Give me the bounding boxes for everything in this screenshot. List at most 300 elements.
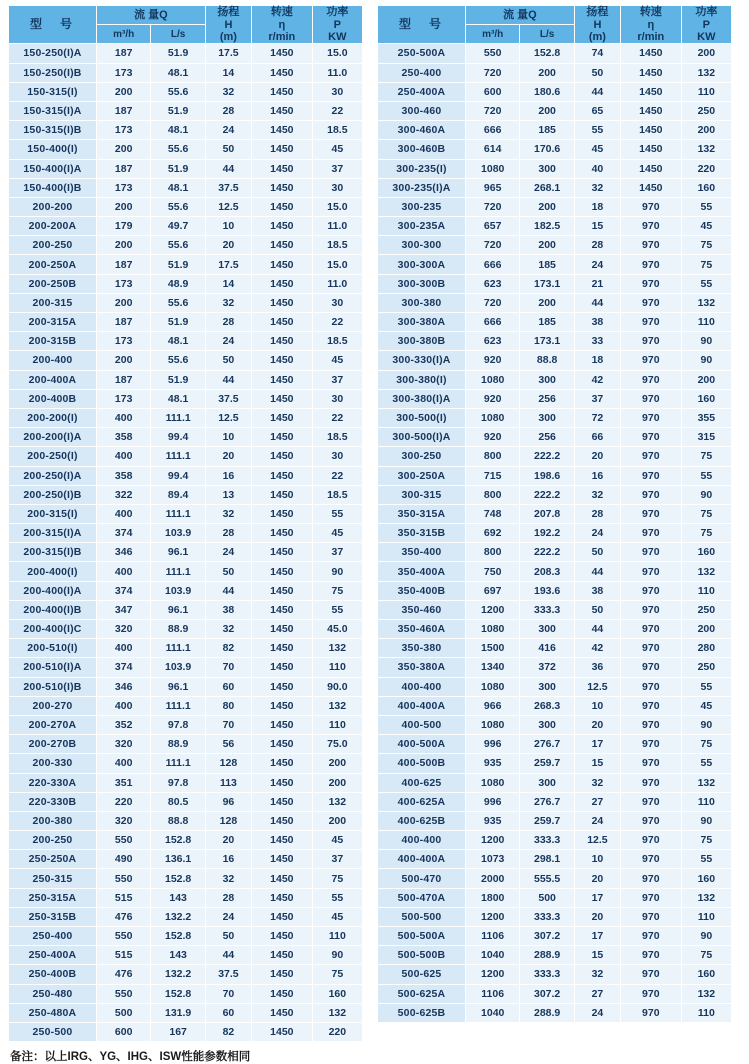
cell-value: 256 <box>520 389 574 408</box>
cell-value: 1450 <box>620 159 681 178</box>
cell-value: 22 <box>312 408 362 427</box>
table-row <box>9 831 363 850</box>
cell-value: 32 <box>205 504 251 523</box>
table-row <box>9 600 363 619</box>
cell-value: 222.2 <box>520 543 574 562</box>
cell-model: 300-315 <box>378 485 466 504</box>
cell-value: 132 <box>312 1003 362 1022</box>
table-row <box>9 850 363 869</box>
cell-value: 32 <box>205 869 251 888</box>
table-row <box>378 332 732 351</box>
cell-value: 136.1 <box>151 850 205 869</box>
table-row <box>378 581 732 600</box>
cell-value: 220 <box>681 159 731 178</box>
cell-model: 200-315(I)B <box>9 543 97 562</box>
cell-value: 1080 <box>465 715 519 734</box>
cell-model: 300-380(I) <box>378 370 466 389</box>
cell-model: 250-480A <box>9 1003 97 1022</box>
cell-model: 220-330B <box>9 792 97 811</box>
table-row <box>378 274 732 293</box>
cell-value: 75 <box>681 946 731 965</box>
cell-value: 103.9 <box>151 524 205 543</box>
tables-container <box>8 5 741 1042</box>
cell-value: 1450 <box>251 620 312 639</box>
cell-value: 10 <box>574 850 620 869</box>
table-row <box>378 313 732 332</box>
table-row <box>378 255 732 274</box>
cell-value: 970 <box>620 735 681 754</box>
cell-model: 200-270A <box>9 715 97 734</box>
header-head-line1: 扬程 <box>586 6 609 19</box>
cell-value: 1450 <box>251 255 312 274</box>
cell-value: 1200 <box>465 965 519 984</box>
table-row <box>378 620 732 639</box>
cell-value: 970 <box>620 965 681 984</box>
table-row <box>9 792 363 811</box>
cell-value: 17 <box>574 927 620 946</box>
cell-value: 374 <box>96 581 150 600</box>
table-row <box>378 850 732 869</box>
cell-value: 970 <box>620 562 681 581</box>
cell-model: 150-250(I)A <box>9 44 97 63</box>
cell-value: 44 <box>205 581 251 600</box>
cell-value: 935 <box>465 754 519 773</box>
cell-value: 1450 <box>251 447 312 466</box>
cell-value: 193.6 <box>520 581 574 600</box>
cell-value: 333.3 <box>520 965 574 984</box>
cell-value: 30 <box>312 389 362 408</box>
cell-model: 500-500 <box>378 907 466 926</box>
header-head-line3: (m) <box>588 30 606 43</box>
header-unit-m3h: m³/h <box>465 25 519 44</box>
cell-value: 113 <box>205 773 251 792</box>
cell-value: 1450 <box>251 217 312 236</box>
cell-value: 400 <box>96 447 150 466</box>
cell-value: 666 <box>465 313 519 332</box>
cell-value: 51.9 <box>151 313 205 332</box>
cell-value: 132.2 <box>151 965 205 984</box>
cell-value: 75 <box>681 236 731 255</box>
table-row <box>9 370 363 389</box>
cell-value: 182.5 <box>520 217 574 236</box>
header-speed-line2: η <box>278 18 286 31</box>
cell-value: 17 <box>574 888 620 907</box>
cell-model: 300-460 <box>378 101 466 120</box>
cell-value: 55 <box>681 197 731 216</box>
cell-value: 298.1 <box>520 850 574 869</box>
cell-value: 44 <box>574 293 620 312</box>
cell-value: 32 <box>574 965 620 984</box>
left-table-body <box>9 44 363 1042</box>
table-row <box>9 581 363 600</box>
cell-value: 970 <box>620 274 681 293</box>
cell-model: 150-315(I) <box>9 82 97 101</box>
cell-value: 32 <box>205 293 251 312</box>
header-power-line3: KW <box>328 30 347 43</box>
cell-value: 179 <box>96 217 150 236</box>
cell-value: 180.6 <box>520 82 574 101</box>
cell-value: 1450 <box>251 754 312 773</box>
cell-value: 50 <box>205 927 251 946</box>
cell-value: 18 <box>574 351 620 370</box>
cell-value: 1450 <box>251 792 312 811</box>
cell-value: 55 <box>681 850 731 869</box>
cell-value: 715 <box>465 466 519 485</box>
cell-value: 1450 <box>251 696 312 715</box>
cell-value: 1450 <box>620 82 681 101</box>
cell-value: 256 <box>520 428 574 447</box>
cell-value: 1450 <box>251 984 312 1003</box>
cell-value: 200 <box>520 197 574 216</box>
cell-model: 300-250 <box>378 447 466 466</box>
cell-value: 1450 <box>251 581 312 600</box>
cell-value: 20 <box>205 447 251 466</box>
table-row <box>378 811 732 830</box>
cell-value: 515 <box>96 946 150 965</box>
cell-value: 1450 <box>620 44 681 63</box>
table-row <box>9 946 363 965</box>
cell-value: 288.9 <box>520 1003 574 1022</box>
cell-value: 152.8 <box>151 927 205 946</box>
cell-model: 200-380 <box>9 811 97 830</box>
cell-value: 90 <box>312 946 362 965</box>
cell-value: 1500 <box>465 639 519 658</box>
cell-value: 200 <box>312 811 362 830</box>
cell-value: 51.9 <box>151 44 205 63</box>
cell-value: 21 <box>574 274 620 293</box>
cell-value: 27 <box>574 792 620 811</box>
cell-model: 200-400(I)B <box>9 600 97 619</box>
cell-value: 1450 <box>251 101 312 120</box>
cell-value: 748 <box>465 504 519 523</box>
cell-value: 90 <box>681 485 731 504</box>
table-row <box>9 1022 363 1041</box>
cell-value: 200 <box>681 370 731 389</box>
cell-value: 200 <box>681 620 731 639</box>
cell-value: 288.9 <box>520 946 574 965</box>
table-row <box>9 504 363 523</box>
cell-model: 300-300B <box>378 274 466 293</box>
cell-model: 250-400 <box>9 927 97 946</box>
cell-value: 1080 <box>465 620 519 639</box>
cell-value: 1450 <box>251 466 312 485</box>
cell-value: 322 <box>96 485 150 504</box>
cell-value: 143 <box>151 888 205 907</box>
cell-value: 132 <box>312 696 362 715</box>
cell-value: 476 <box>96 907 150 926</box>
cell-value: 2000 <box>465 869 519 888</box>
cell-model: 200-250B <box>9 274 97 293</box>
cell-value: 16 <box>574 466 620 485</box>
cell-value: 970 <box>620 236 681 255</box>
cell-value: 90.0 <box>312 677 362 696</box>
cell-value: 970 <box>620 197 681 216</box>
table-row <box>378 428 732 447</box>
cell-value: 55 <box>312 600 362 619</box>
table-row <box>378 178 732 197</box>
cell-value: 1450 <box>251 677 312 696</box>
cell-value: 208.3 <box>520 562 574 581</box>
cell-value: 1450 <box>251 1003 312 1022</box>
cell-value: 17.5 <box>205 255 251 274</box>
cell-value: 51.9 <box>151 159 205 178</box>
cell-value: 17 <box>574 735 620 754</box>
cell-value: 300 <box>520 620 574 639</box>
table-row <box>378 696 732 715</box>
cell-model: 200-270B <box>9 735 97 754</box>
cell-value: 207.8 <box>520 504 574 523</box>
cell-model: 250-315A <box>9 888 97 907</box>
cell-value: 1450 <box>251 274 312 293</box>
cell-value: 111.1 <box>151 408 205 427</box>
cell-model: 200-400 <box>9 351 97 370</box>
cell-value: 160 <box>681 389 731 408</box>
cell-value: 1080 <box>465 677 519 696</box>
cell-model: 350-400 <box>378 543 466 562</box>
cell-value: 1450 <box>251 965 312 984</box>
table-row <box>378 773 732 792</box>
cell-value: 1450 <box>620 121 681 140</box>
table-row <box>9 351 363 370</box>
cell-value: 132 <box>681 140 731 159</box>
header-speed <box>251 6 312 44</box>
cell-value: 200 <box>520 236 574 255</box>
cell-value: 550 <box>96 869 150 888</box>
cell-value: 132 <box>681 562 731 581</box>
table-row <box>9 927 363 946</box>
cell-value: 45 <box>312 140 362 159</box>
cell-value: 250 <box>681 600 731 619</box>
cell-value: 1450 <box>251 197 312 216</box>
cell-model: 350-400B <box>378 581 466 600</box>
cell-value: 90 <box>681 715 731 734</box>
cell-value: 42 <box>574 639 620 658</box>
cell-value: 24 <box>574 255 620 274</box>
cell-value: 1340 <box>465 658 519 677</box>
cell-value: 970 <box>620 581 681 600</box>
cell-value: 268.3 <box>520 696 574 715</box>
cell-value: 37 <box>312 543 362 562</box>
cell-value: 48.1 <box>151 178 205 197</box>
cell-model: 300-500(I)A <box>378 428 466 447</box>
table-row <box>378 524 732 543</box>
cell-value: 167 <box>151 1022 205 1041</box>
cell-value: 32 <box>574 773 620 792</box>
cell-value: 152.8 <box>520 44 574 63</box>
cell-value: 12.5 <box>574 677 620 696</box>
cell-model: 300-300A <box>378 255 466 274</box>
cell-value: 55 <box>312 888 362 907</box>
cell-value: 80.5 <box>151 792 205 811</box>
cell-value: 55.6 <box>151 197 205 216</box>
cell-model: 300-330(I)A <box>378 351 466 370</box>
table-row <box>378 351 732 370</box>
cell-value: 28 <box>205 101 251 120</box>
table-row <box>9 101 363 120</box>
table-row <box>378 370 732 389</box>
cell-value: 333.3 <box>520 907 574 926</box>
header-head-line2: H <box>593 18 602 31</box>
table-row <box>9 274 363 293</box>
cell-value: 132 <box>312 792 362 811</box>
cell-value: 200 <box>96 197 150 216</box>
cell-value: 970 <box>620 313 681 332</box>
cell-value: 40 <box>574 159 620 178</box>
cell-value: 51.9 <box>151 255 205 274</box>
cell-value: 132 <box>681 63 731 82</box>
cell-model: 350-315A <box>378 504 466 523</box>
cell-value: 1080 <box>465 408 519 427</box>
cell-model: 200-250 <box>9 236 97 255</box>
cell-value: 720 <box>465 63 519 82</box>
cell-value: 1450 <box>251 562 312 581</box>
cell-value: 200 <box>681 121 731 140</box>
cell-value: 970 <box>620 773 681 792</box>
cell-model: 400-625B <box>378 811 466 830</box>
cell-value: 55 <box>681 677 731 696</box>
table-row <box>378 44 732 63</box>
cell-value: 65 <box>574 101 620 120</box>
table-row <box>9 293 363 312</box>
header-head-line2: H <box>224 18 233 31</box>
cell-value: 1450 <box>251 428 312 447</box>
cell-model: 250-315B <box>9 907 97 926</box>
cell-value: 173 <box>96 389 150 408</box>
cell-value: 315 <box>681 428 731 447</box>
cell-value: 970 <box>620 831 681 850</box>
cell-model: 350-315B <box>378 524 466 543</box>
cell-value: 173 <box>96 274 150 293</box>
cell-value: 17.5 <box>205 44 251 63</box>
table-row <box>378 63 732 82</box>
cell-value: 18.5 <box>312 485 362 504</box>
cell-model: 200-315(I) <box>9 504 97 523</box>
cell-value: 300 <box>520 159 574 178</box>
cell-value: 935 <box>465 811 519 830</box>
cell-value: 55.6 <box>151 82 205 101</box>
cell-value: 152.8 <box>151 869 205 888</box>
cell-value: 18.5 <box>312 428 362 447</box>
cell-value: 44 <box>574 620 620 639</box>
cell-value: 1450 <box>251 389 312 408</box>
cell-value: 75 <box>681 447 731 466</box>
cell-value: 20 <box>574 869 620 888</box>
cell-value: 90 <box>681 811 731 830</box>
cell-value: 320 <box>96 620 150 639</box>
cell-value: 970 <box>620 408 681 427</box>
cell-value: 24 <box>574 524 620 543</box>
cell-value: 550 <box>96 927 150 946</box>
header-head-line1: 扬程 <box>217 6 240 19</box>
cell-value: 44 <box>574 82 620 101</box>
cell-value: 55.6 <box>151 236 205 255</box>
table-row <box>378 792 732 811</box>
cell-value: 300 <box>520 715 574 734</box>
cell-value: 20 <box>205 831 251 850</box>
cell-value: 44 <box>574 562 620 581</box>
cell-value: 45 <box>312 351 362 370</box>
cell-value: 374 <box>96 524 150 543</box>
cell-value: 55.6 <box>151 351 205 370</box>
cell-value: 15.0 <box>312 255 362 274</box>
cell-value: 970 <box>620 658 681 677</box>
table-row <box>378 946 732 965</box>
cell-value: 173.1 <box>520 274 574 293</box>
header-power <box>312 6 362 44</box>
cell-value: 45.0 <box>312 620 362 639</box>
cell-value: 300 <box>520 370 574 389</box>
cell-value: 300 <box>520 408 574 427</box>
cell-model: 200-250 <box>9 831 97 850</box>
cell-value: 50 <box>205 140 251 159</box>
cell-value: 1450 <box>251 543 312 562</box>
cell-value: 160 <box>681 869 731 888</box>
cell-model: 400-625 <box>378 773 466 792</box>
cell-value: 187 <box>96 370 150 389</box>
cell-value: 70 <box>205 658 251 677</box>
cell-model: 200-510(I)B <box>9 677 97 696</box>
cell-value: 128 <box>205 811 251 830</box>
cell-value: 1450 <box>251 63 312 82</box>
table-row <box>378 984 732 1003</box>
cell-value: 1450 <box>251 121 312 140</box>
cell-value: 132 <box>312 639 362 658</box>
cell-value: 15.0 <box>312 44 362 63</box>
cell-value: 45 <box>312 831 362 850</box>
cell-value: 44 <box>205 370 251 389</box>
cell-value: 132.2 <box>151 907 205 926</box>
cell-value: 970 <box>620 255 681 274</box>
cell-model: 250-400A <box>378 82 466 101</box>
cell-value: 18 <box>574 197 620 216</box>
cell-value: 300 <box>520 773 574 792</box>
cell-value: 490 <box>96 850 150 869</box>
cell-value: 250 <box>681 658 731 677</box>
cell-value: 200 <box>96 293 150 312</box>
cell-model: 500-500A <box>378 927 466 946</box>
cell-value: 333.3 <box>520 600 574 619</box>
cell-value: 200 <box>312 773 362 792</box>
cell-model: 200-400(I)A <box>9 581 97 600</box>
cell-value: 88.9 <box>151 735 205 754</box>
cell-value: 11.0 <box>312 63 362 82</box>
cell-value: 320 <box>96 811 150 830</box>
cell-model: 250-400B <box>9 965 97 984</box>
table-row <box>378 639 732 658</box>
cell-value: 48.1 <box>151 121 205 140</box>
cell-value: 970 <box>620 907 681 926</box>
table-row <box>378 888 732 907</box>
cell-value: 75 <box>312 965 362 984</box>
cell-value: 160 <box>681 178 731 197</box>
cell-value: 173 <box>96 178 150 197</box>
cell-value: 12.5 <box>205 408 251 427</box>
cell-value: 374 <box>96 658 150 677</box>
cell-model: 200-200(I) <box>9 408 97 427</box>
cell-model: 500-625 <box>378 965 466 984</box>
table-row <box>378 658 732 677</box>
table-row <box>9 485 363 504</box>
cell-value: 200 <box>520 101 574 120</box>
cell-value: 70 <box>205 715 251 734</box>
cell-value: 110 <box>312 715 362 734</box>
table-row <box>378 466 732 485</box>
cell-value: 970 <box>620 696 681 715</box>
cell-value: 970 <box>620 504 681 523</box>
cell-value: 82 <box>205 1022 251 1041</box>
cell-value: 1450 <box>251 907 312 926</box>
cell-value: 24 <box>205 543 251 562</box>
